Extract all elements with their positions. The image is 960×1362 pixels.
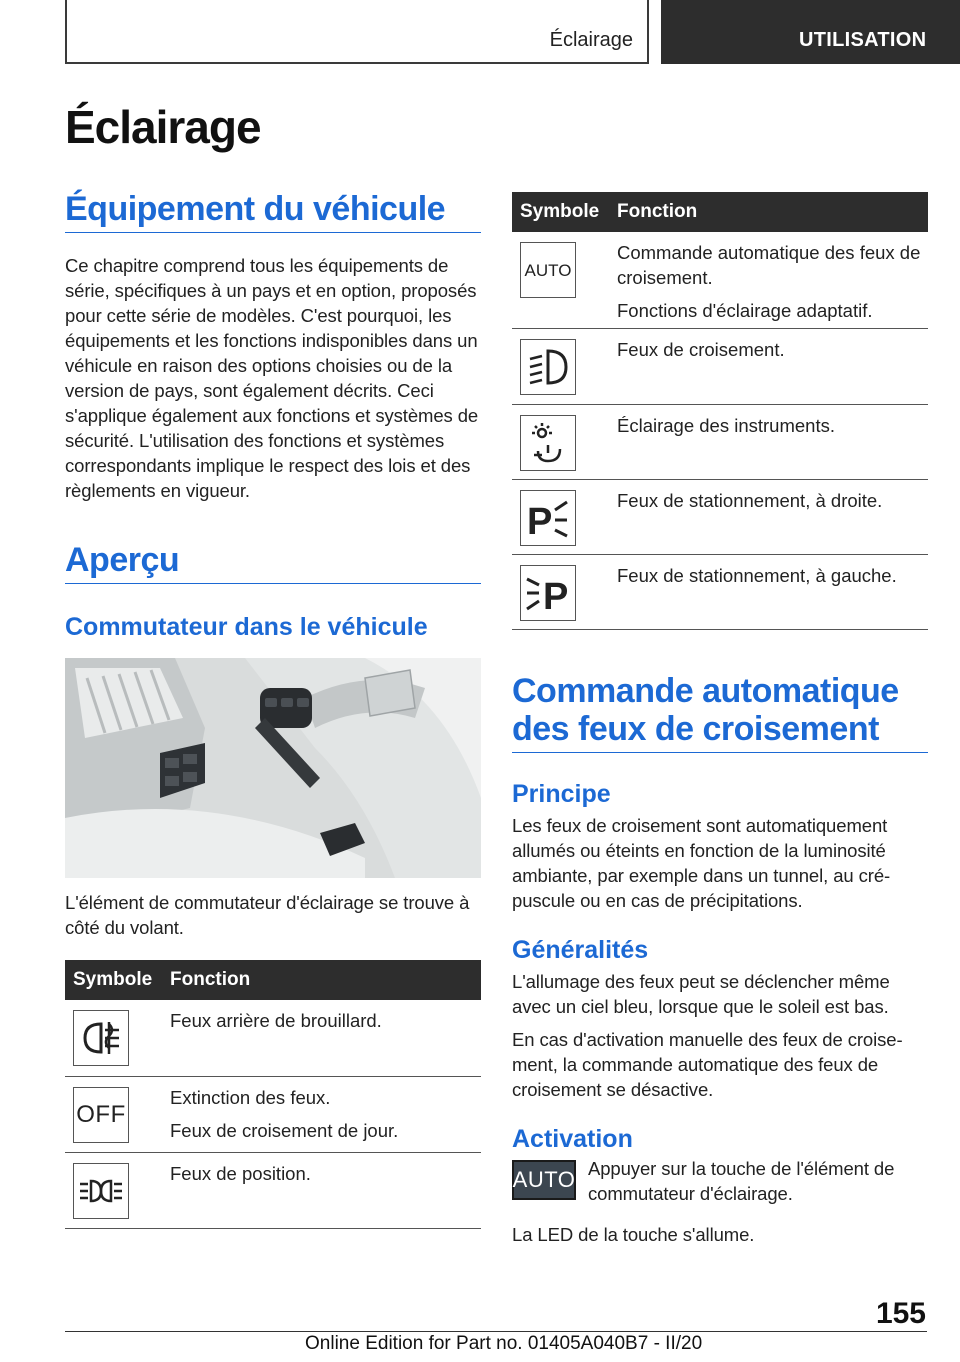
- auto-icon: AUTO: [520, 242, 576, 298]
- vehicle-switch-photo: [65, 658, 481, 878]
- footer-edition: Online Edition for Part no. 01405A040B7 - II/20: [305, 1333, 703, 1354]
- function-text: Extinction des feux.: [170, 1086, 331, 1108]
- auto-button-icon: AUTO: [512, 1160, 576, 1200]
- left-column: [65, 190, 481, 1229]
- table-row: [65, 1152, 481, 1228]
- heading-generalites: Généralités: [512, 935, 649, 964]
- page-title: Éclairage: [65, 101, 261, 153]
- heading-activation: Activation: [512, 1124, 633, 1153]
- header-section-label: Éclairage: [549, 29, 633, 51]
- heading-apercu: Aperçu: [65, 541, 481, 584]
- left-table-header-symbol: Symbole: [65, 960, 162, 1000]
- parking-light-left-icon: [520, 565, 576, 621]
- table-row: [512, 554, 928, 629]
- switch-caption: L'élément de commutateur d'éclairage se trouve à côté du volant.: [65, 892, 470, 938]
- heading-commutateur: Commutateur dans le véhicule: [65, 613, 428, 641]
- activation-text: Appuyer sur la touche de l'élément de commutateur d'éclairage.: [588, 1157, 895, 1204]
- vehicle-interior-illustration: [65, 658, 481, 878]
- table-row: [65, 1076, 481, 1152]
- function-text: Commande automatique des feux de croisement.: [617, 242, 921, 288]
- off-icon: OFF: [73, 1087, 129, 1143]
- svg-text:P: P: [527, 500, 553, 540]
- header-chapter-label: UTILISATION: [799, 29, 927, 51]
- left-symbol-table: [65, 960, 481, 1229]
- table-row: [65, 1000, 481, 1076]
- function-text: Feux de stationnement, à gauche.: [617, 564, 897, 586]
- function-text: Feux arrière de brouillard.: [170, 1010, 382, 1031]
- generalites-text-2: En cas d'activation manuelle des feux de croisement, la commande automatique des feux de croisement se désactive.: [512, 1028, 903, 1100]
- function-text: Feux de position.: [170, 1162, 311, 1184]
- instrument-lighting-icon: [520, 415, 576, 471]
- function-text: Feux de croisement.: [617, 338, 785, 360]
- footer-divider: [65, 1331, 927, 1332]
- heading-commande-auto: Commande automatique des feux de croisement: [512, 672, 928, 753]
- activation-block: [512, 1157, 928, 1206]
- left-table-header-function: Fonction: [162, 960, 481, 1000]
- heading-principe: Principe: [512, 779, 611, 808]
- parking-light-right-icon: [520, 490, 576, 546]
- led-text: La LED de la touche s'allume.: [512, 1223, 755, 1245]
- rear-fog-light-icon: [73, 1010, 129, 1066]
- equipement-text: Ce chapitre comprend tous les équipements de série, spécifiques à un pays et en option, proposés pour cette série de modèles. C'est pourquoi, les équipements et les fonctions indisponibles dans un véhicule en raison des options choisies ou de la version de pays, sont également décrits. Ceci s'applique également aux fonctions et systèmes de sécurité. L'utilisation des fonctions et systèmes correspondants implique le respect des lois et des règlements en vigueur.: [65, 255, 479, 501]
- right-table-header-function: Fonction: [609, 192, 928, 232]
- header-chapter-box: [661, 0, 960, 64]
- table-row: [512, 232, 928, 328]
- function-text: Feux de stationnement, à droite.: [617, 489, 883, 511]
- table-row: [512, 328, 928, 404]
- header-section-box: [65, 0, 649, 64]
- table-row: [512, 404, 928, 479]
- function-text: Feux de croisement de jour.: [170, 1119, 399, 1141]
- right-table-header-symbol: Symbole: [512, 192, 609, 232]
- svg-text:P: P: [543, 575, 569, 615]
- generalites-text-1: L'allumage des feux peut se déclencher même avec un ciel bleu, lorsque que le soleil est bas.: [512, 970, 890, 1017]
- function-text: Éclairage des instruments.: [617, 414, 835, 436]
- position-lights-icon: [73, 1163, 129, 1219]
- principe-text: Les feux de croisement sont automatiquement allumés ou éteints en fonction de la luminosité ambiante, par exemple dans un tunnel, au crépuscule ou en cas de précipitations.: [512, 814, 891, 911]
- table-row: [512, 479, 928, 554]
- function-text: Fonctions d'éclairage adaptatif.: [617, 300, 873, 321]
- right-column: [512, 192, 928, 1247]
- low-beam-icon: [520, 339, 576, 395]
- right-symbol-table: [512, 192, 928, 630]
- heading-equipement: Équipement du véhicule: [65, 190, 481, 233]
- page-number: 155: [875, 1297, 926, 1330]
